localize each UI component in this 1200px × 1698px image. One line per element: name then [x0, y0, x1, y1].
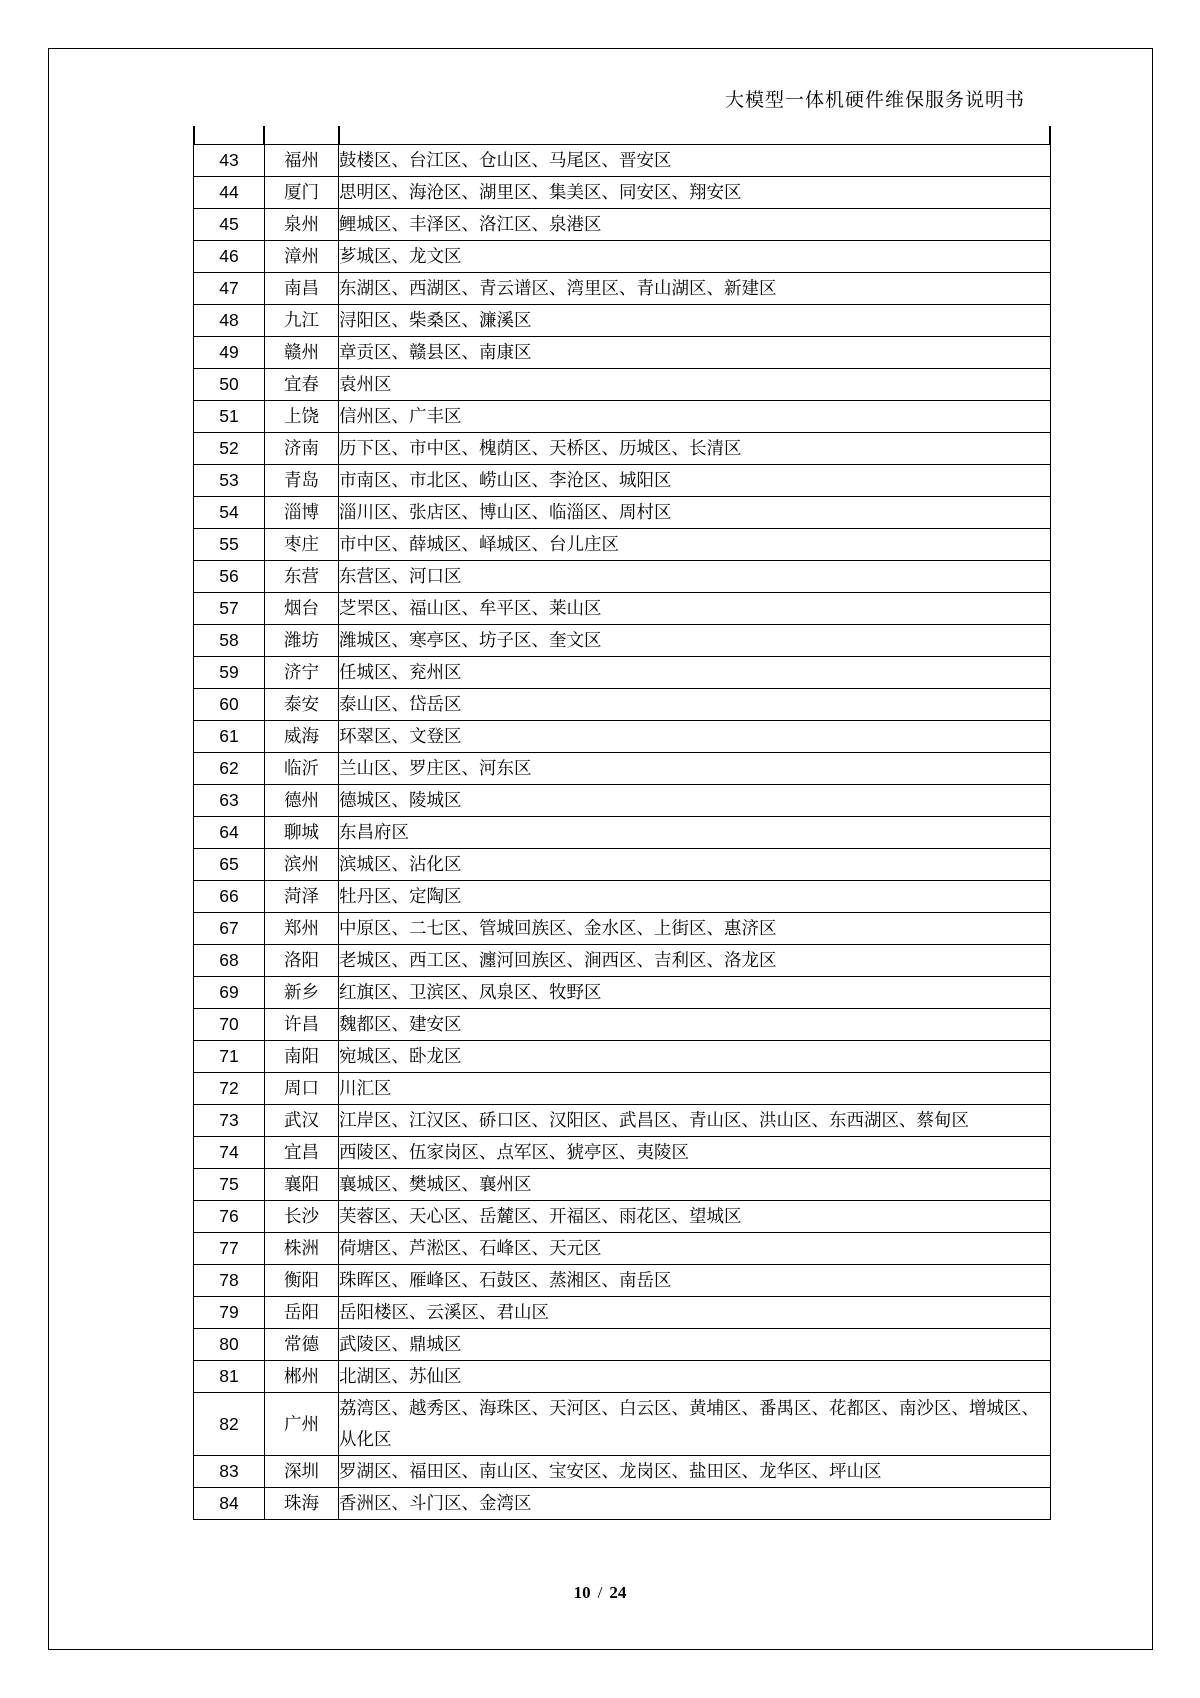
page-number-total: 24 [609, 1583, 627, 1602]
table-row [194, 401, 1051, 433]
table-row [194, 1488, 1051, 1520]
table-row [194, 209, 1051, 241]
city-cell: 九江 [265, 305, 339, 337]
city-cell: 临沂 [265, 753, 339, 785]
row-number-cell: 51 [194, 401, 265, 433]
table-continuation-line [263, 126, 265, 144]
districts-cell: 鲤城区、丰泽区、洛江区、泉港区 [339, 209, 1051, 241]
districts-cell: 香洲区、斗门区、金湾区 [339, 1488, 1051, 1520]
table-row [194, 1393, 1051, 1456]
row-number-cell: 83 [194, 1456, 265, 1488]
city-cell: 菏泽 [265, 881, 339, 913]
city-cell: 威海 [265, 721, 339, 753]
row-number-cell: 68 [194, 945, 265, 977]
table-row [194, 721, 1051, 753]
districts-cell: 荷塘区、芦淞区、石峰区、天元区 [339, 1233, 1051, 1265]
table-row [194, 977, 1051, 1009]
districts-cell: 市南区、市北区、崂山区、李沧区、城阳区 [339, 465, 1051, 497]
city-cell: 常德 [265, 1329, 339, 1361]
row-number-cell: 69 [194, 977, 265, 1009]
row-number-cell: 79 [194, 1297, 265, 1329]
city-cell: 泰安 [265, 689, 339, 721]
city-cell: 福州 [265, 145, 339, 177]
table-continuation-line [193, 126, 195, 144]
row-number-cell: 55 [194, 529, 265, 561]
table-row [194, 785, 1051, 817]
districts-cell: 袁州区 [339, 369, 1051, 401]
table-row [194, 273, 1051, 305]
table-row [194, 1105, 1051, 1137]
city-cell: 郴州 [265, 1361, 339, 1393]
row-number-cell: 57 [194, 593, 265, 625]
table-row [194, 305, 1051, 337]
districts-cell: 泰山区、岱岳区 [339, 689, 1051, 721]
row-number-cell: 78 [194, 1265, 265, 1297]
table-row [194, 881, 1051, 913]
city-cell: 济南 [265, 433, 339, 465]
row-number-cell: 61 [194, 721, 265, 753]
city-cell: 滨州 [265, 849, 339, 881]
row-number-cell: 50 [194, 369, 265, 401]
table-row [194, 657, 1051, 689]
city-cell: 南阳 [265, 1041, 339, 1073]
city-cell: 新乡 [265, 977, 339, 1009]
districts-cell: 芗城区、龙文区 [339, 241, 1051, 273]
districts-cell: 岳阳楼区、云溪区、君山区 [339, 1297, 1051, 1329]
city-cell: 枣庄 [265, 529, 339, 561]
row-number-cell: 53 [194, 465, 265, 497]
table-row [194, 465, 1051, 497]
header-title: 大模型一体机硬件维保服务说明书 [724, 90, 1025, 111]
table-row [194, 1041, 1051, 1073]
city-cell: 洛阳 [265, 945, 339, 977]
city-cell: 郑州 [265, 913, 339, 945]
table-row [194, 433, 1051, 465]
row-number-cell: 44 [194, 177, 265, 209]
city-cell: 烟台 [265, 593, 339, 625]
table-continuation-line [338, 126, 340, 144]
row-number-cell: 56 [194, 561, 265, 593]
city-cell: 青岛 [265, 465, 339, 497]
row-number-cell: 49 [194, 337, 265, 369]
row-number-cell: 52 [194, 433, 265, 465]
city-cell: 襄阳 [265, 1169, 339, 1201]
row-number-cell: 82 [194, 1393, 265, 1456]
districts-cell: 魏都区、建安区 [339, 1009, 1051, 1041]
districts-cell: 淄川区、张店区、博山区、临淄区、周村区 [339, 497, 1051, 529]
row-number-cell: 73 [194, 1105, 265, 1137]
districts-cell: 东湖区、西湖区、青云谱区、湾里区、青山湖区、新建区 [339, 273, 1051, 305]
districts-cell: 历下区、市中区、槐荫区、天桥区、历城区、长清区 [339, 433, 1051, 465]
table-row [194, 369, 1051, 401]
city-cell: 泉州 [265, 209, 339, 241]
districts-cell: 浔阳区、柴桑区、濂溪区 [339, 305, 1051, 337]
page-number-separator: / [597, 1583, 603, 1602]
districts-cell: 武陵区、鼎城区 [339, 1329, 1051, 1361]
city-cell: 许昌 [265, 1009, 339, 1041]
table-row [194, 1137, 1051, 1169]
city-cell: 广州 [265, 1393, 339, 1456]
city-cell: 珠海 [265, 1488, 339, 1520]
districts-cell: 宛城区、卧龙区 [339, 1041, 1051, 1073]
city-cell: 淄博 [265, 497, 339, 529]
table-row [194, 497, 1051, 529]
districts-cell: 西陵区、伍家岗区、点军区、猇亭区、夷陵区 [339, 1137, 1051, 1169]
districts-cell: 章贡区、赣县区、南康区 [339, 337, 1051, 369]
districts-cell: 珠晖区、雁峰区、石鼓区、蒸湘区、南岳区 [339, 1265, 1051, 1297]
table-row [194, 1329, 1051, 1361]
row-number-cell: 62 [194, 753, 265, 785]
table-row [194, 241, 1051, 273]
districts-cell: 罗湖区、福田区、南山区、宝安区、龙岗区、盐田区、龙华区、坪山区 [339, 1456, 1051, 1488]
row-number-cell: 70 [194, 1009, 265, 1041]
city-cell: 潍坊 [265, 625, 339, 657]
districts-cell: 环翠区、文登区 [339, 721, 1051, 753]
table-row [194, 561, 1051, 593]
city-districts-table-container [193, 144, 1051, 1520]
table-row [194, 945, 1051, 977]
row-number-cell: 45 [194, 209, 265, 241]
row-number-cell: 81 [194, 1361, 265, 1393]
table-row [194, 337, 1051, 369]
table-body [194, 145, 1051, 1520]
districts-cell: 红旗区、卫滨区、凤泉区、牧野区 [339, 977, 1051, 1009]
table-row [194, 1169, 1051, 1201]
city-cell: 赣州 [265, 337, 339, 369]
districts-cell: 任城区、兖州区 [339, 657, 1051, 689]
row-number-cell: 64 [194, 817, 265, 849]
districts-cell: 思明区、海沧区、湖里区、集美区、同安区、翔安区 [339, 177, 1051, 209]
row-number-cell: 66 [194, 881, 265, 913]
city-cell: 德州 [265, 785, 339, 817]
districts-cell: 东营区、河口区 [339, 561, 1051, 593]
row-number-cell: 46 [194, 241, 265, 273]
row-number-cell: 48 [194, 305, 265, 337]
districts-cell: 鼓楼区、台江区、仓山区、马尾区、晋安区 [339, 145, 1051, 177]
table-continuation-line [1049, 126, 1051, 144]
districts-cell: 中原区、二七区、管城回族区、金水区、上街区、惠济区 [339, 913, 1051, 945]
districts-cell: 市中区、薛城区、峄城区、台儿庄区 [339, 529, 1051, 561]
districts-cell: 德城区、陵城区 [339, 785, 1051, 817]
districts-cell: 江岸区、江汉区、硚口区、汉阳区、武昌区、青山区、洪山区、东西湖区、蔡甸区 [339, 1105, 1051, 1137]
city-cell: 宜春 [265, 369, 339, 401]
city-cell: 南昌 [265, 273, 339, 305]
row-number-cell: 74 [194, 1137, 265, 1169]
row-number-cell: 71 [194, 1041, 265, 1073]
city-cell: 岳阳 [265, 1297, 339, 1329]
city-cell: 长沙 [265, 1201, 339, 1233]
table-row [194, 913, 1051, 945]
table-row [194, 177, 1051, 209]
table-row [194, 529, 1051, 561]
districts-cell: 信州区、广丰区 [339, 401, 1051, 433]
table-row [194, 689, 1051, 721]
table-row [194, 625, 1051, 657]
page-number-current: 10 [573, 1583, 591, 1602]
city-cell: 上饶 [265, 401, 339, 433]
districts-cell: 东昌府区 [339, 817, 1051, 849]
table-row [194, 1233, 1051, 1265]
districts-cell: 北湖区、苏仙区 [339, 1361, 1051, 1393]
table-row [194, 817, 1051, 849]
districts-cell: 潍城区、寒亭区、坊子区、奎文区 [339, 625, 1051, 657]
row-number-cell: 77 [194, 1233, 265, 1265]
table-row [194, 1265, 1051, 1297]
table-row [194, 1073, 1051, 1105]
city-cell: 济宁 [265, 657, 339, 689]
row-number-cell: 47 [194, 273, 265, 305]
row-number-cell: 43 [194, 145, 265, 177]
table-row [194, 1297, 1051, 1329]
districts-cell: 滨城区、沾化区 [339, 849, 1051, 881]
row-number-cell: 75 [194, 1169, 265, 1201]
row-number-cell: 58 [194, 625, 265, 657]
city-cell: 深圳 [265, 1456, 339, 1488]
table-row [194, 593, 1051, 625]
row-number-cell: 65 [194, 849, 265, 881]
districts-cell: 老城区、西工区、瀍河回族区、涧西区、吉利区、洛龙区 [339, 945, 1051, 977]
districts-cell: 襄城区、樊城区、襄州区 [339, 1169, 1051, 1201]
districts-cell: 荔湾区、越秀区、海珠区、天河区、白云区、黄埔区、番禺区、花都区、南沙区、增城区、从化区 [339, 1393, 1051, 1456]
city-cell: 厦门 [265, 177, 339, 209]
table-row [194, 145, 1051, 177]
table-row [194, 1361, 1051, 1393]
districts-cell: 牡丹区、定陶区 [339, 881, 1051, 913]
row-number-cell: 63 [194, 785, 265, 817]
districts-cell: 川汇区 [339, 1073, 1051, 1105]
row-number-cell: 72 [194, 1073, 265, 1105]
city-cell: 漳州 [265, 241, 339, 273]
city-cell: 东营 [265, 561, 339, 593]
city-cell: 衡阳 [265, 1265, 339, 1297]
row-number-cell: 60 [194, 689, 265, 721]
row-number-cell: 80 [194, 1329, 265, 1361]
city-cell: 聊城 [265, 817, 339, 849]
table-row [194, 1009, 1051, 1041]
city-cell: 周口 [265, 1073, 339, 1105]
city-cell: 株洲 [265, 1233, 339, 1265]
table-row [194, 753, 1051, 785]
table-row [194, 1456, 1051, 1488]
city-cell: 武汉 [265, 1105, 339, 1137]
districts-cell: 芙蓉区、天心区、岳麓区、开福区、雨花区、望城区 [339, 1201, 1051, 1233]
table-row [194, 1201, 1051, 1233]
city-districts-table [193, 144, 1051, 1520]
districts-cell: 芝罘区、福山区、牟平区、莱山区 [339, 593, 1051, 625]
row-number-cell: 76 [194, 1201, 265, 1233]
row-number-cell: 59 [194, 657, 265, 689]
page-footer [0, 1583, 1200, 1603]
row-number-cell: 67 [194, 913, 265, 945]
row-number-cell: 54 [194, 497, 265, 529]
table-row [194, 849, 1051, 881]
row-number-cell: 84 [194, 1488, 265, 1520]
city-cell: 宜昌 [265, 1137, 339, 1169]
districts-cell: 兰山区、罗庄区、河东区 [339, 753, 1051, 785]
